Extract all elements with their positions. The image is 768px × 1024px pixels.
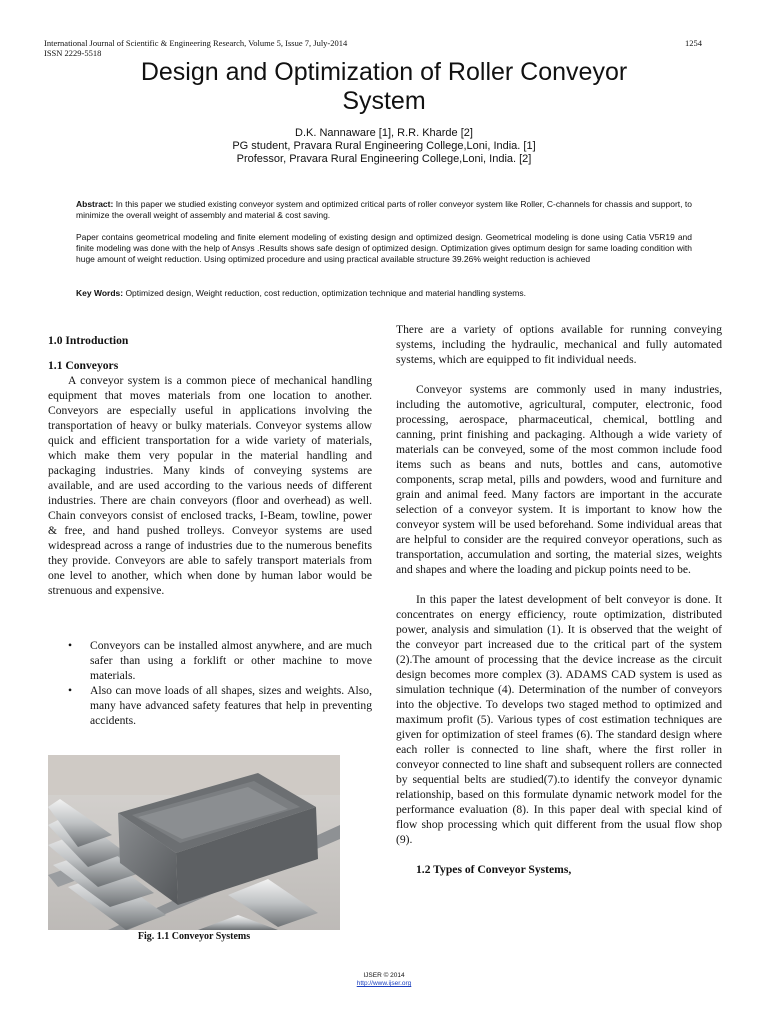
issn: ISSN 2229-5518 (44, 48, 102, 58)
paper-title (0, 58, 768, 116)
list-item-text: Conveyors can be installed almost anywhere, and are much safer than using a forklift or other machine to move materials. (90, 639, 372, 682)
subsection-heading: 1.1 Conveyors (48, 359, 119, 372)
abstract-label: Abstract: (76, 199, 114, 209)
author-names: D.K. Nannaware [1], R.R. Kharde [2] (295, 127, 473, 139)
left-column (48, 373, 372, 598)
subsection-heading-2: 1.2 Types of Conveyor Systems, (416, 863, 572, 876)
list-item-text: Also can move loads of all shapes, sizes and weights. Also, many have advanced safety features that help in preventing accidents. (90, 684, 372, 727)
abstract (76, 199, 692, 221)
conveyor-photo (48, 755, 340, 930)
abstract-text: In this paper we studied existing conveyor system and optimized critical parts of roller conveyor system like Roller, C-channels for chassis and support, to minimize the overall weight of assembly and material & cost saving. (76, 199, 692, 220)
keywords (76, 288, 692, 299)
list-item (48, 683, 372, 728)
right-paragraph-3: In this paper the latest development of belt conveyor is done. It concentrates on energy efficiency, route optimization, distributed power, analysis and simulation (1). It is observed that the weight of the conveyor part increased due to the critical part of the system (2).The amount of processing that the device increase as the circuit design becomes more complex (3). ADAMS CAD system is used as simulation technique (4). Determination of the number of conveyors into the objective. To develops two staged method to optimized and maximum profit (5). Various types of cost estimation techniques are given for optimization of steel frames (6). The standard design where each roller is connected to line shaft, where the first roller in conveyor connected to line shaft and subsequent rollers are connected by sequential belts are studied(7).to identify the conveyor dynamic relationship, based on this formulate dynamic network model for the performance evaluation (8). In this paper deal with special kind of flow shop processing which quit different from the usual flow shop (9). (396, 593, 722, 846)
list-item (48, 638, 372, 683)
footer-link-wrap (0, 980, 768, 988)
right-paragraph-1: There are a variety of options available for running conveying systems, including the hydraulic, mechanical and fully automated systems, which are equipped to fit individual needs. (396, 323, 722, 366)
author-affiliation-2: Professor, Pravara Rural Engineering College,Loni, India. [2] (236, 153, 532, 165)
author-block (0, 127, 768, 166)
conveyor-illustration (48, 755, 340, 930)
keywords-label: Key Words: (76, 288, 124, 298)
intro-paragraph: A conveyor system is a common piece of mechanical handling equipment that moves materials from one location to another. Conveyors are especially useful in applications involving the transportation of heavy or bulky materials. Conveyor systems allow quick and efficient transportation for a wide variety of materials, which make them very popular in the material handling and packaging industries. Many kinds of conveying systems are available, and are used according to the various needs of different industries. There are chain conveyors (floor and overhead) as well. Chain conveyors consist of enclosed tracks, I-Beam, towline, power & free, and hand pushed trolleys. Conveyor systems are used widespread across a range of industries due to the numerous benefits they provide. Conveyors are able to safely transport materials from one level to another, which when done by human labor would be strenuous and expensive. (48, 374, 372, 597)
feature-list (48, 638, 372, 728)
page-number: 1254 (685, 38, 702, 48)
journal-header: International Journal of Scientific & Engineering Research, Volume 5, Issue 7, July-2014 (44, 38, 348, 48)
title-line-1: Design and Optimization of Roller Conveyor (140, 58, 628, 86)
figure-caption: Fig. 1.1 Conveyor Systems (137, 931, 251, 942)
bullet-glyph: • (68, 684, 73, 697)
footer-url-link[interactable]: http://www.ijser.org (356, 980, 412, 987)
section-heading: 1.0 Introduction (48, 334, 129, 347)
right-paragraph-2: Conveyor systems are commonly used in many industries, including the automotive, agricultural, computer, electronic, food processing, aerospace, pharmaceutical, chemical, bottling and canning, print finishing and packaging. Although a wide variety of materials can be conveyed, some of the most common include food items such as beans and nuts, bottles and cans, automotive components, scrap metal, pills and powders, wood and furniture and grain and animal feed. Many factors are important in the accurate selection of a conveyor system. It is important to know how the conveyor system will be used beforehand. Some individual areas that are helpful to consider are the required conveyor operations, such as transportation, accumulation and sorting, the material sizes, weights and shapes and where the loading and pickup points need to be. (396, 383, 722, 576)
right-column (396, 322, 722, 877)
abstract-para-2: Paper contains geometrical modeling and finite element modeling of existing design and optimized design. Geometrical modeling is done using Catia V5R19 and finite modeling was done with the help of Ansys .Results shows safe design of optimized design. Optimization gives optimum design for same loading condition with huge amount of weight reduction. Using optimized procedure and using practical available structure 39.26% weight reduction is achieved (76, 232, 692, 264)
footer-copyright: IJSER © 2014 (363, 972, 405, 979)
title-line-2: System (342, 87, 426, 115)
keywords-text: Optimized design, Weight reduction, cost reduction, optimization technique and material handling systems. (123, 288, 526, 298)
author-affiliation-1: PG student, Pravara Rural Engineering College,Loni, India. [1] (232, 140, 536, 152)
bullet-glyph: • (68, 639, 73, 652)
